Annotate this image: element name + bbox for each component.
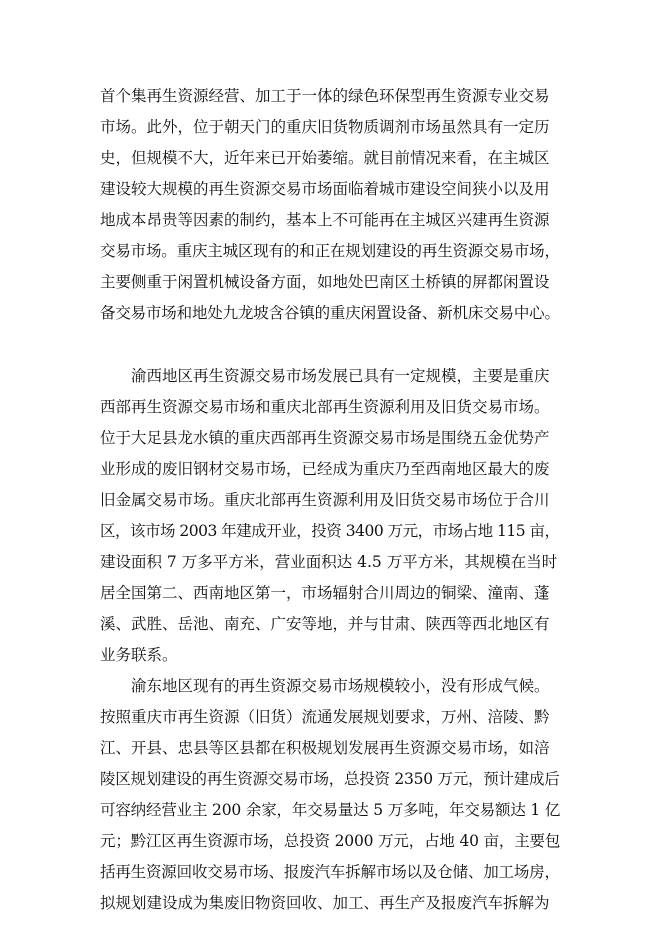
text-line: 括再生资源回收交易市场、报废汽车拆解市场以及仓储、加工场房， [100, 863, 560, 881]
text-line: 业务联系。 [100, 646, 178, 664]
text-line: 陵区规划建设的再生资源交易市场，总投资 2350 万元，预计建成后 [100, 770, 560, 788]
text-line: 溪、武胜、岳池、南充、广安等地，并与甘肃、陕西等西北地区有 [100, 615, 550, 633]
text-line: 史，但规模不大，近年来已开始萎缩。就目前情况来看，在主城区 [100, 149, 550, 167]
text-line: 主要侧重于闲置机械设备方面，如地处巴南区土桥镇的屏都闲置设 [100, 273, 550, 291]
text-line: 渝西地区再生资源交易市场发展已具有一定规模，主要是重庆 [131, 367, 550, 385]
text-line: 居全国第二、西南地区第一，市场辐射合川周边的铜梁、潼南、蓬 [100, 584, 550, 602]
text-line: 区，该市场 2003 年建成开业，投资 3400 万元，市场占地 115 亩， [100, 522, 560, 540]
text-line: 西部再生资源交易市场和重庆北部再生资源利用及旧货交易市场。 [100, 398, 550, 416]
text-line: 旧金属交易市场。重庆北部再生资源利用及旧货交易市场位于合川 [100, 491, 550, 509]
text-line: 位于大足县龙水镇的重庆西部再生资源交易市场是围绕五金优势产 [100, 429, 550, 447]
text-line: 建设较大规模的再生资源交易市场面临着城市建设空间狭小以及用 [100, 180, 550, 198]
text-line: 按照重庆市再生资源（旧货）流通发展规划要求，万州、涪陵、黔 [100, 708, 550, 726]
text-line: 渝东地区现有的再生资源交易市场规模较小，没有形成气候。 [131, 677, 550, 695]
text-line: 可容纳经营业主 200 余家，年交易量达 5 万多吨，年交易额达 1 亿 [100, 801, 560, 819]
text-line: 首个集再生资源经营、加工于一体的绿色环保型再生资源专业交易 [100, 87, 550, 105]
text-line: 拟规划建设成为集废旧物资回收、加工、再生产及报废汽车拆解为 [100, 894, 550, 912]
text-line: 地成本昂贵等因素的制约，基本上不可能再在主城区兴建再生资源 [100, 211, 550, 229]
text-line: 建设面积 7 万多平方米，营业面积达 4.5 万平方米，其规模在当时 [100, 553, 558, 571]
text-line: 元；黔江区再生资源市场，总投资 2000 万元，占地 40 亩，主要包 [100, 832, 560, 850]
text-line: 江、开县、忠县等区县都在积极规划发展再生资源交易市场，如涪 [100, 739, 550, 757]
text-line: 市场。此外，位于朝天门的重庆旧货物质调剂市场虽然具有一定历 [100, 118, 550, 136]
text-line: 业形成的废旧钢材交易市场，已经成为重庆乃至西南地区最大的废 [100, 460, 550, 478]
text-line: 交易市场。重庆主城区现有的和正在规划建设的再生资源交易市场， [100, 242, 560, 260]
text-line: 备交易市场和地处九龙坡含谷镇的重庆闲置设备、新机床交易中心。 [100, 304, 560, 322]
